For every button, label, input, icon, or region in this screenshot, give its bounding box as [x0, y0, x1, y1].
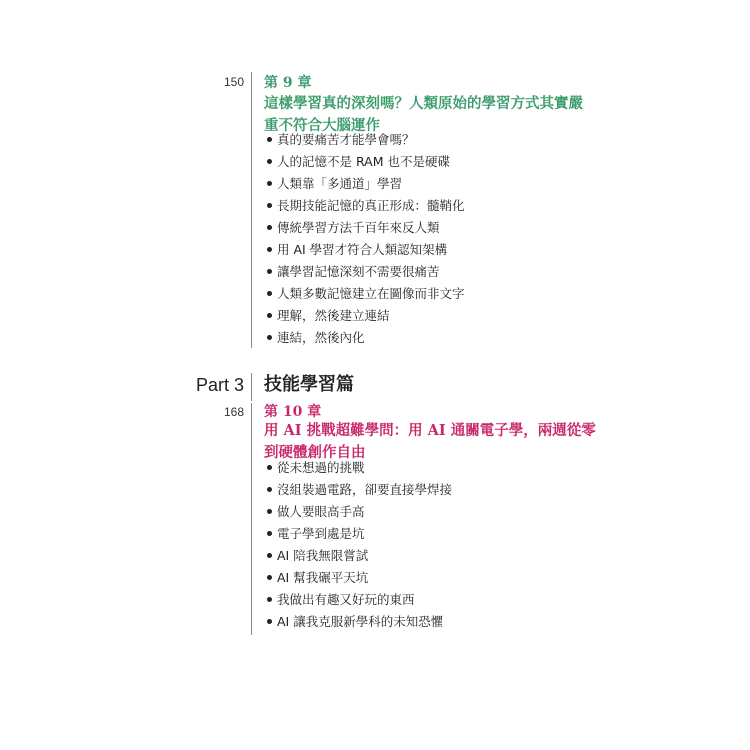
chapter-title-line: 用 AI 挑戰超難學問：用 AI 通關電子學，兩週從零: [264, 422, 596, 439]
list-item[interactable]: [267, 500, 452, 522]
bullet-icon: [267, 553, 272, 558]
list-item[interactable]: [267, 194, 465, 216]
chapter-title-line: 這樣學習真的深刻嗎？人類原始的學習方式其實嚴: [264, 95, 583, 112]
chapter-title-line: 到硬體創作自由: [264, 444, 366, 461]
section-list: [267, 128, 465, 348]
list-item-text: 讓學習記憶深刻不需要很痛苦: [277, 264, 440, 279]
divider-rule: [251, 72, 252, 348]
list-item-text: 連結，然後內化: [277, 330, 365, 345]
divider-rule: [251, 373, 252, 401]
bullet-icon: [267, 269, 272, 274]
bullet-icon: [267, 203, 272, 208]
bullet-icon: [267, 575, 272, 580]
chapter-label[interactable]: 第 10 章: [264, 404, 322, 420]
bullet-icon: [267, 291, 272, 296]
list-item[interactable]: [267, 260, 465, 282]
bullet-icon: [267, 487, 272, 492]
list-item-text: 傳統學習方法千百年來反人類: [277, 220, 440, 235]
bullet-icon: [267, 137, 272, 142]
list-item-text: AI 陪我無限嘗試: [277, 548, 369, 563]
list-item-text: 長期技能記憶的真正形成：髓鞘化: [277, 198, 465, 213]
list-item-text: 做人要眼高手高: [277, 504, 365, 519]
list-item-text: 人的記憶不是 RAM 也不是硬碟: [277, 154, 450, 169]
list-item-text: AI 幫我碾平天坑: [277, 570, 369, 585]
chapter-label[interactable]: 第 9 章: [264, 75, 312, 91]
bullet-icon: [267, 159, 272, 164]
list-item[interactable]: [267, 304, 465, 326]
bullet-icon: [267, 509, 272, 514]
bullet-icon: [267, 247, 272, 252]
list-item-text: 理解，然後建立連結: [277, 308, 390, 323]
bullet-icon: [267, 335, 272, 340]
list-item-text: 人類靠「多通道」學習: [277, 176, 403, 191]
bullet-icon: [267, 597, 272, 602]
part-title[interactable]: 技能學習篇: [264, 374, 354, 395]
list-item-text: AI 讓我克服新學科的未知恐懼: [277, 614, 444, 629]
bullet-icon: [267, 225, 272, 230]
page-number: 150: [223, 75, 244, 89]
page-number: 168: [223, 405, 244, 419]
list-item[interactable]: [267, 150, 465, 172]
list-item[interactable]: [267, 522, 452, 544]
bullet-icon: [267, 531, 272, 536]
list-item[interactable]: [267, 566, 452, 588]
list-item[interactable]: [267, 238, 465, 260]
list-item-text: 人類多數記憶建立在圖像而非文字: [277, 286, 465, 301]
list-item-text: 用 AI 學習才符合人類認知架構: [277, 242, 448, 257]
bullet-icon: [267, 619, 272, 624]
list-item[interactable]: [267, 216, 465, 238]
list-item[interactable]: [267, 326, 465, 348]
list-item-text: 沒組裝過電路，卻要直接學焊接: [277, 482, 453, 497]
list-item[interactable]: [267, 172, 465, 194]
list-item[interactable]: [267, 128, 465, 150]
list-item-text: 從未想過的挑戰: [277, 460, 365, 475]
list-item-text: 真的要痛苦才能學會嗎？: [277, 132, 415, 147]
bullet-icon: [267, 465, 272, 470]
list-item-text: 電子學到處是坑: [277, 526, 365, 541]
bullet-icon: [267, 181, 272, 186]
list-item[interactable]: [267, 478, 452, 500]
divider-rule: [251, 403, 252, 635]
list-item[interactable]: [267, 544, 452, 566]
list-item[interactable]: [267, 610, 452, 632]
bullet-icon: [267, 313, 272, 318]
section-list: [267, 456, 452, 632]
list-item-text: 我做出有趣又好玩的東西: [277, 592, 415, 607]
list-item[interactable]: [267, 588, 452, 610]
list-item[interactable]: [267, 456, 452, 478]
part-label: Part 3: [196, 375, 245, 395]
list-item[interactable]: [267, 282, 465, 304]
chapter-title-line: 重不符合大腦運作: [264, 117, 380, 134]
